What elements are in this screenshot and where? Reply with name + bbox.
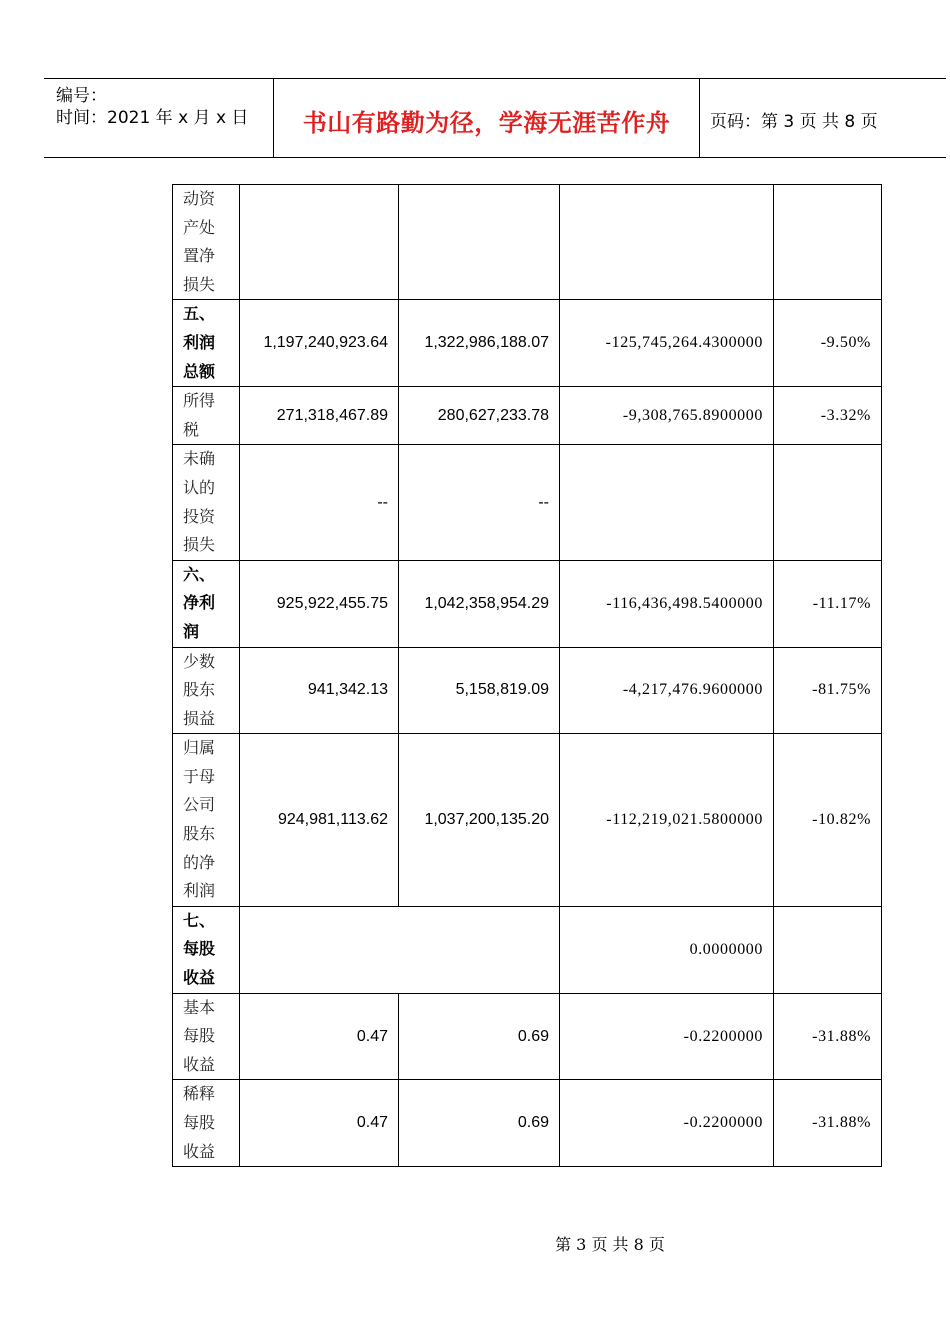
row-label: [173, 993, 240, 1080]
row-label-line: 未确: [183, 449, 216, 469]
row-label-line: 润: [183, 621, 200, 641]
row-label-line: 投资: [183, 506, 216, 526]
change-amount-cell: -116,436,498.5400000: [560, 560, 774, 647]
merged-empty-cell: [240, 906, 560, 993]
value-prior-cell: 0.69: [399, 1080, 560, 1167]
page-footer: 第 3 页 共 8 页: [555, 1235, 665, 1254]
value-current-cell: 924,981,113.62: [240, 734, 399, 907]
header-motto: 书山有路勤为径，学海无涯苦作舟: [302, 109, 671, 137]
row-label-line: 收益: [183, 968, 216, 988]
change-percent-cell: [774, 445, 882, 560]
change-percent-cell: -11.17%: [774, 560, 882, 647]
row-label-line: 稀释: [183, 1084, 216, 1104]
value-current-cell: 271,318,467.89: [240, 387, 399, 445]
change-percent-cell: -31.88%: [774, 993, 882, 1080]
row-label-line: 每股: [183, 939, 216, 959]
row-label: [173, 647, 240, 734]
value-prior-cell: 280,627,233.78: [399, 387, 560, 445]
row-label-line: 损益: [183, 708, 216, 728]
row-label: [173, 734, 240, 907]
change-amount-cell: -0.2200000: [560, 993, 774, 1080]
row-label-line: 五、: [183, 304, 216, 324]
page-header: [44, 78, 946, 158]
change-percent-cell: -10.82%: [774, 734, 882, 907]
time-label: 时间：2021 年 x 月 x 日: [56, 108, 249, 128]
change-amount-cell: [560, 445, 774, 560]
row-label-line: 七、: [183, 910, 216, 930]
row-label: [173, 906, 240, 993]
change-percent-cell: -3.32%: [774, 387, 882, 445]
header-divider: [699, 79, 700, 157]
table-row: [173, 445, 882, 560]
row-label-line: 置净: [183, 246, 216, 266]
row-label-line: 损失: [183, 535, 216, 555]
change-amount-cell: 0.0000000: [560, 906, 774, 993]
table-row: [173, 185, 882, 300]
row-label-line: 税: [183, 419, 200, 439]
row-label: [173, 300, 240, 387]
row-label-line: 动资: [183, 189, 216, 208]
value-current-cell: 0.47: [240, 993, 399, 1080]
table-row: [173, 906, 882, 993]
row-label: [173, 185, 240, 300]
change-amount-cell: -4,217,476.9600000: [560, 647, 774, 734]
table-row: [173, 560, 882, 647]
value-prior-cell: --: [399, 445, 560, 560]
table-row: [173, 1080, 882, 1167]
row-label: [173, 1080, 240, 1167]
value-current-cell: --: [240, 445, 399, 560]
change-percent-cell: [774, 185, 882, 300]
change-amount-cell: -0.2200000: [560, 1080, 774, 1167]
change-amount-cell: [560, 185, 774, 300]
row-label-line: 利润: [183, 332, 216, 352]
header-page-label: 页码：第 3 页 共 8 页: [710, 112, 878, 132]
change-amount-cell: -125,745,264.4300000: [560, 300, 774, 387]
row-label-line: 总额: [183, 361, 216, 381]
row-label-line: 每股: [183, 1026, 216, 1046]
row-label: [173, 560, 240, 647]
value-current-cell: 1,197,240,923.64: [240, 300, 399, 387]
row-label-line: 基本: [183, 997, 216, 1017]
table-row: [173, 647, 882, 734]
change-percent-cell: [774, 906, 882, 993]
change-amount-cell: -112,219,021.5800000: [560, 734, 774, 907]
value-prior-cell: 1,037,200,135.20: [399, 734, 560, 907]
change-percent-cell: -31.88%: [774, 1080, 882, 1167]
row-label: [173, 387, 240, 445]
table-row: [173, 387, 882, 445]
value-prior-cell: 5,158,819.09: [399, 647, 560, 734]
row-label-line: 收益: [183, 1141, 216, 1161]
value-prior-cell: 1,042,358,954.29: [399, 560, 560, 647]
serial-label: 编号：: [56, 86, 107, 106]
row-label-line: 认的: [183, 477, 216, 497]
value-prior-cell: 1,322,986,188.07: [399, 300, 560, 387]
row-label-line: 产处: [183, 217, 216, 237]
financial-table-body: [173, 185, 882, 1167]
row-label-line: 每股: [183, 1113, 216, 1132]
row-label-line: 六、: [183, 564, 216, 584]
row-label-line: 净利: [183, 593, 216, 613]
value-current-cell: 0.47: [240, 1080, 399, 1167]
value-current-cell: [240, 185, 399, 300]
change-percent-cell: -9.50%: [774, 300, 882, 387]
value-prior-cell: 0.69: [399, 993, 560, 1080]
row-label-line: 的净: [183, 852, 216, 872]
row-label-line: 公司: [183, 795, 216, 815]
row-label-line: 于母: [183, 766, 216, 786]
value-current-cell: 941,342.13: [240, 647, 399, 734]
value-prior-cell: [399, 185, 560, 300]
row-label-line: 利润: [183, 881, 216, 901]
change-amount-cell: -9,308,765.8900000: [560, 387, 774, 445]
row-label-line: 股东: [183, 680, 216, 700]
change-percent-cell: -81.75%: [774, 647, 882, 734]
table-row: [173, 993, 882, 1080]
row-label-line: 少数: [183, 651, 216, 671]
row-label-line: 所得: [183, 391, 216, 411]
header-meta: [56, 85, 248, 129]
financial-table: [172, 184, 882, 1167]
table-row: [173, 734, 882, 907]
row-label-line: 归属: [183, 738, 216, 758]
table-row: [173, 300, 882, 387]
row-label-line: 股东: [183, 824, 216, 844]
row-label-line: 损失: [183, 274, 216, 294]
row-label: [173, 445, 240, 560]
value-current-cell: 925,922,455.75: [240, 560, 399, 647]
row-label-line: 收益: [183, 1054, 216, 1074]
